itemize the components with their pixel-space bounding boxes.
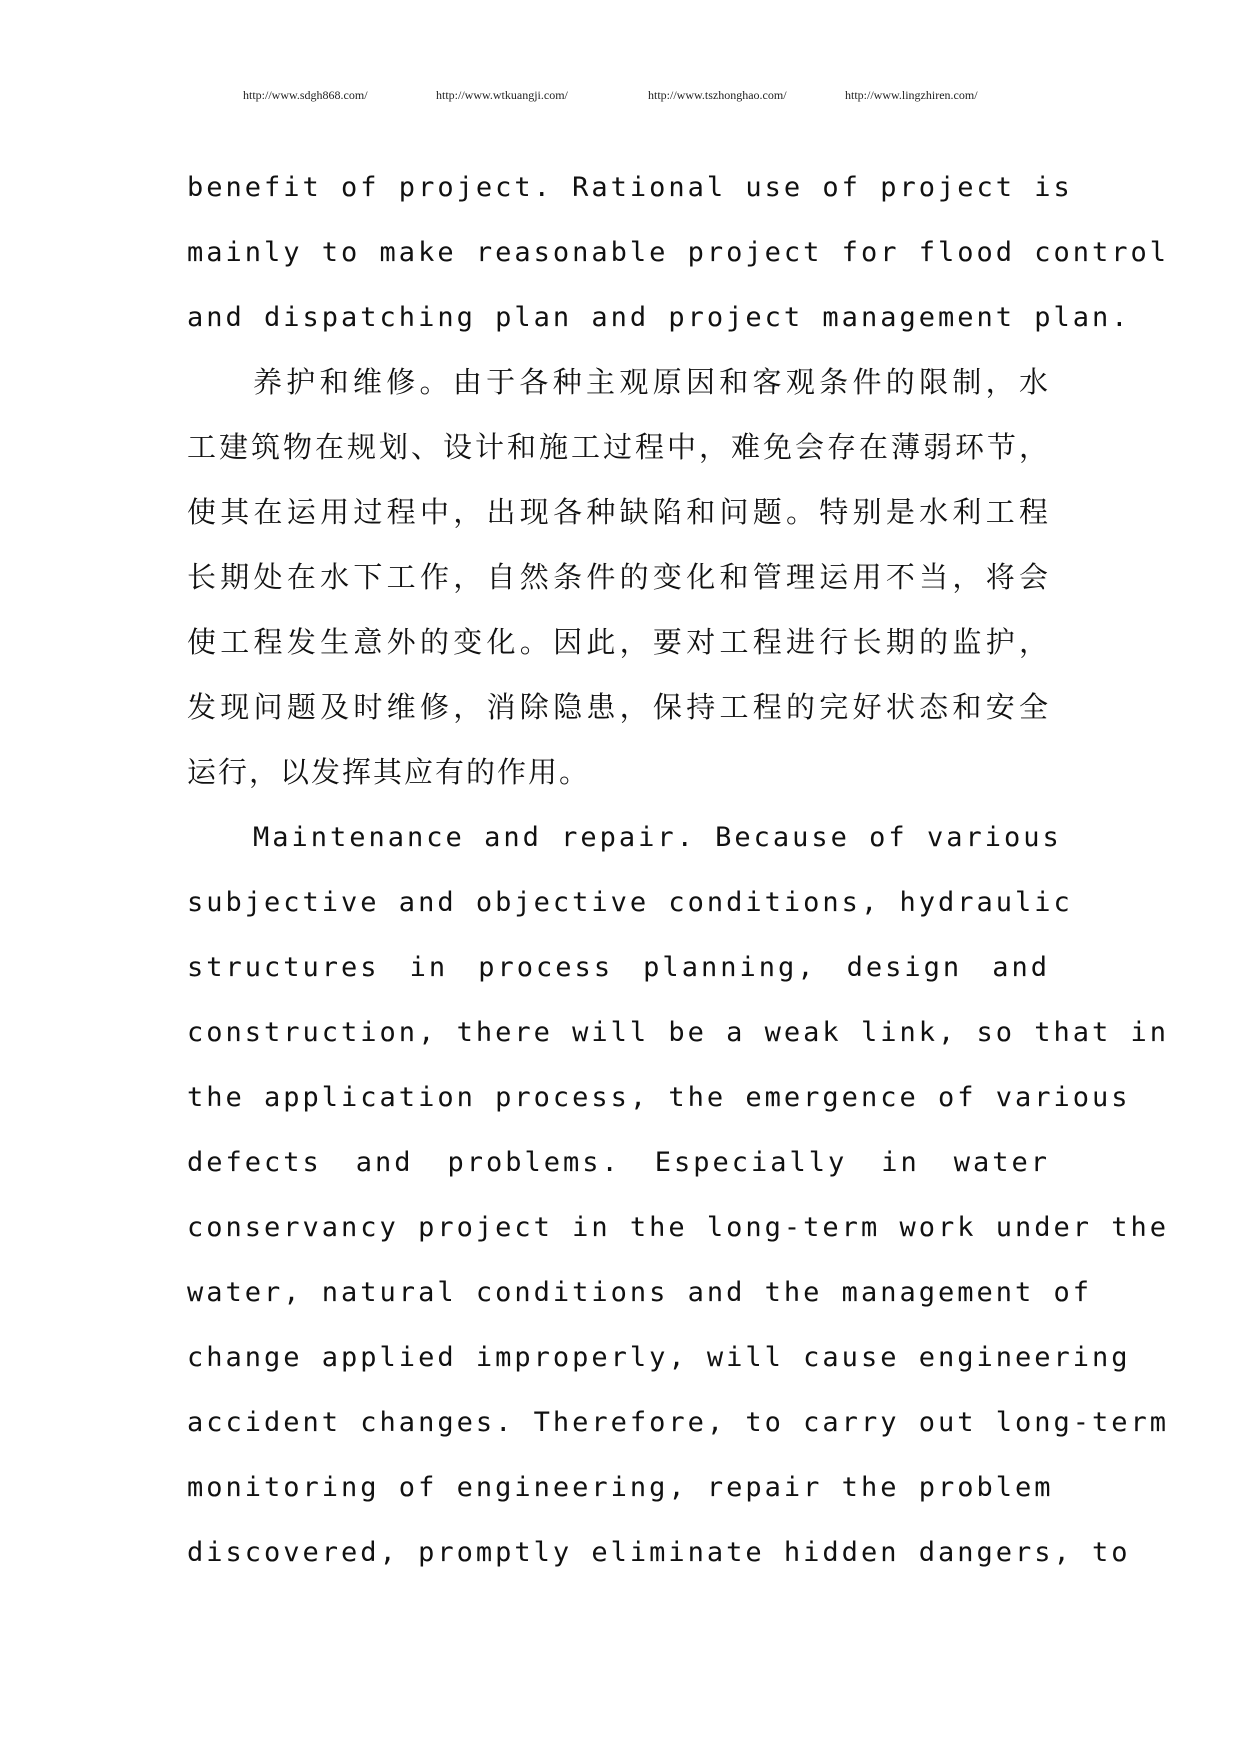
text-line: and dispatching plan and project management plan.: [187, 302, 1131, 333]
text-line: 运行，以发挥其应有的作用。: [187, 755, 591, 789]
text-line: accident changes. Therefore, to carry out long-term: [187, 1407, 1170, 1438]
text-line: the application process, the emergence of various: [187, 1082, 1131, 1113]
text-line: benefit of project. Rational use of project is: [187, 172, 1073, 203]
paragraph-english-continuation: [187, 155, 1170, 350]
header-link-wtkuangji[interactable]: http://www.wtkuangji.com/: [436, 88, 568, 102]
body-text: [187, 155, 1170, 1585]
text-line: defects and problems. Especially in water: [187, 1147, 1050, 1178]
text-line: monitoring of engineering, repair the problem: [187, 1472, 1054, 1503]
header-link-sdgh868[interactable]: http://www.sdgh868.com/: [243, 88, 368, 102]
text-line: structures in process planning, design and: [187, 952, 1050, 983]
text-line: Maintenance and repair. Because of various: [253, 822, 1062, 853]
text-line: mainly to make reasonable project for flood control: [187, 237, 1170, 268]
text-line: 工建筑物在规划、设计和施工过程中，难免会存在薄弱环节，: [187, 430, 1050, 464]
text-line: change applied improperly, will cause engineering: [187, 1342, 1131, 1373]
text-line: conservancy project in the long-term work under the: [187, 1212, 1170, 1243]
paragraph-english-maintenance: [187, 805, 1170, 1585]
text-line: 使工程发生意外的变化。因此，要对工程进行长期的监护，: [187, 625, 1050, 659]
header-link-tszhonghao[interactable]: http://www.tszhonghao.com/: [648, 88, 787, 102]
text-line: 养护和维修。由于各种主观原因和客观条件的限制，水: [253, 365, 1050, 399]
paragraph-chinese-maintenance: [187, 350, 1050, 805]
header-link-lingzhiren[interactable]: http://www.lingzhiren.com/: [845, 88, 978, 102]
text-line: discovered, promptly eliminate hidden dangers, to: [187, 1537, 1131, 1568]
text-line: subjective and objective conditions, hydraulic: [187, 887, 1073, 918]
text-line: 发现问题及时维修，消除隐患，保持工程的完好状态和安全: [187, 690, 1050, 724]
header-links: [0, 88, 1241, 106]
text-line: 使其在运用过程中，出现各种缺陷和问题。特别是水利工程: [187, 495, 1050, 529]
text-line: 长期处在水下工作，自然条件的变化和管理运用不当，将会: [187, 560, 1050, 594]
text-line: water, natural conditions and the management of: [187, 1277, 1093, 1308]
text-line: construction, there will be a weak link, so that in: [187, 1017, 1170, 1048]
